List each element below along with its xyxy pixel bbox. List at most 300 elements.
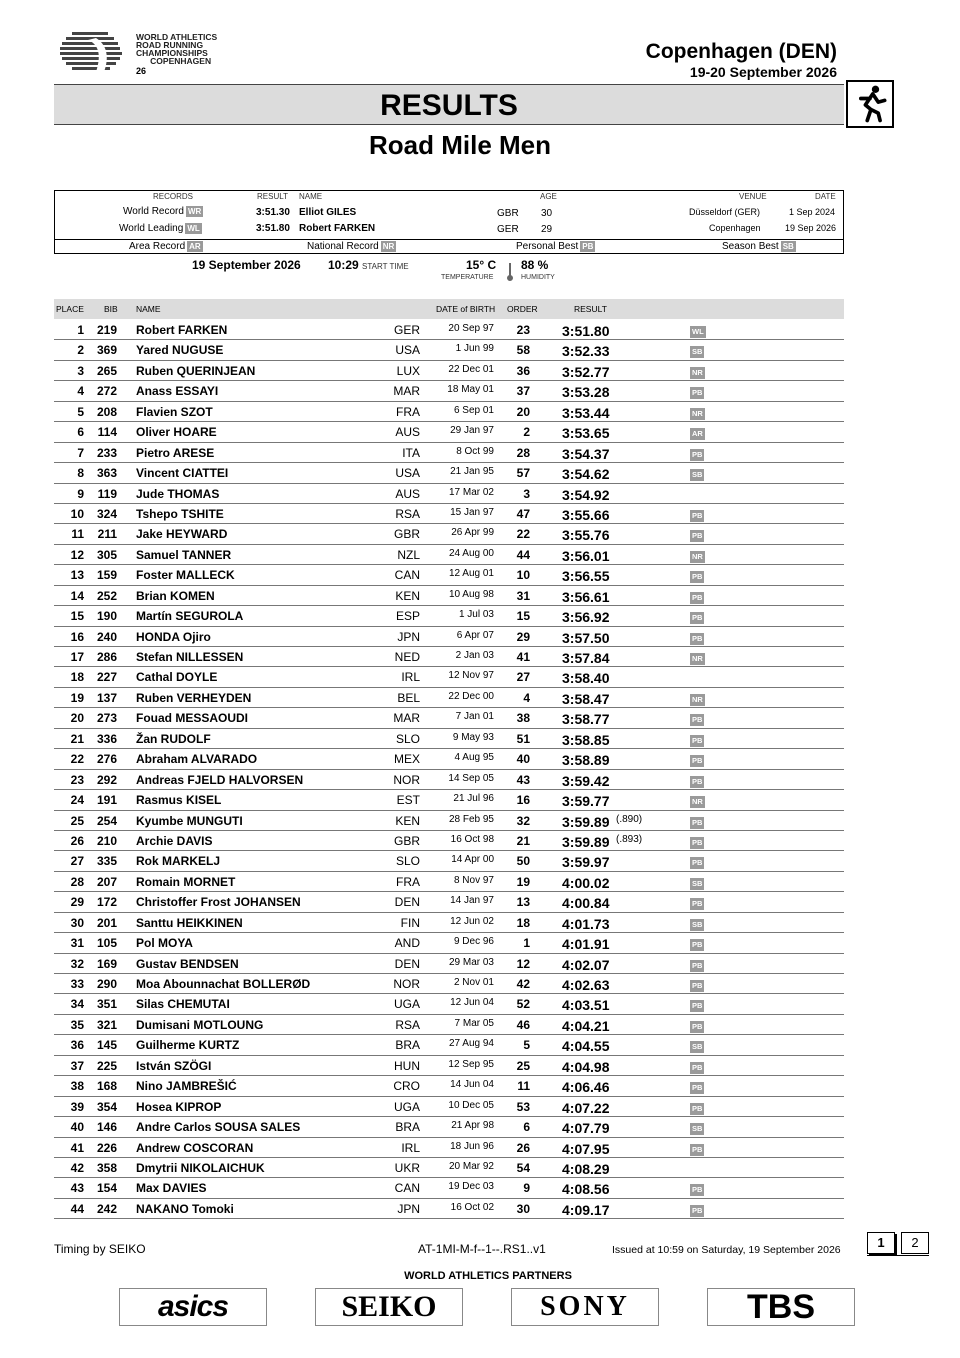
result-bib: 211 (97, 527, 117, 542)
result-result: 3:56.01 (562, 547, 610, 564)
table-row: 11 211 Jake HEYWARD GBR 26 Apr 99 22 3:55.76 PB (54, 524, 844, 544)
wr-badge: WR (187, 207, 202, 216)
result-place: 19 (70, 690, 84, 705)
result-dob: 9 May 93 (452, 731, 494, 743)
table-row: 3 265 Ruben QUERINJEAN LUX 22 Dec 01 36 3:52.77 NR (54, 361, 844, 381)
result-order: 51 (516, 731, 530, 746)
result-bib: 169 (96, 956, 117, 971)
result-place: 8 (77, 466, 84, 481)
result-dob: 12 Jun 04 (450, 997, 494, 1009)
venue-header: VENUE (739, 192, 767, 201)
result-name: Hosea KIPROP (136, 1099, 222, 1114)
result-result: 3:54.62 (562, 466, 610, 483)
result-nat: IRL (401, 1140, 420, 1155)
table-row: 8 363 Vincent CIATTEI USA 21 Jan 95 57 3:54.62 SB (54, 463, 844, 483)
result-order: 16 (516, 793, 530, 808)
result-name: Abraham ALVARADO (136, 752, 258, 767)
result-result: 3:52.77 (562, 363, 610, 380)
table-row: 32 169 Gustav BENDSEN DEN 29 Mar 03 12 4:02.07 PB (54, 954, 844, 974)
result-result: 3:59.77 (562, 793, 610, 810)
table-row: 2 369 Yared NUGUSE USA 1 Jun 99 58 3:52.33 SB (54, 340, 844, 360)
result-bib: 145 (96, 1038, 117, 1053)
result-nat: JPN (397, 629, 420, 644)
table-row (54, 1158, 844, 1178)
result-order: 4 (523, 690, 530, 705)
result-result: 3:52.33 (562, 343, 610, 360)
age-header: AGE (540, 192, 557, 201)
result-name: Robert FARKEN (136, 323, 228, 337)
result-name: Dmytrii NIKOLAICHUK (136, 1160, 265, 1175)
result-result: 3:53.65 (562, 425, 610, 442)
table-row: 26 210 Archie DAVIS GBR 16 Oct 98 21 3:59.89 (.893) PB (54, 831, 844, 851)
result-order: 54 (516, 1160, 530, 1175)
result-nat: UKR (394, 1160, 420, 1175)
result-result: 4:06.46 (562, 1079, 610, 1096)
document-code: AT-1MI-M-f--1--.RS1..v1 (418, 1242, 546, 1256)
result-name: Žan RUDOLF (136, 731, 211, 746)
page-title: RESULTS (380, 89, 518, 122)
result-name: Dumisani MOTLOUNG (136, 1017, 264, 1032)
result-nat: AUS (395, 486, 420, 501)
table-row: 7 233 Pietro ARESE ITA 8 Oct 99 28 3:54.37 PB (54, 443, 844, 463)
result-place: 7 (77, 445, 84, 460)
result-bib: 324 (96, 506, 117, 521)
result-place: 15 (70, 609, 84, 624)
result-place: 3 (77, 363, 84, 378)
result-place: 31 (70, 936, 84, 951)
results-banner (54, 84, 844, 125)
result-dob: 21 Apr 98 (451, 1120, 494, 1132)
world-record-nat: GBR (497, 208, 519, 219)
result-result: 3:55.76 (562, 527, 610, 544)
records-legend (55, 239, 843, 254)
table-row: 41 226 Andrew COSCORAN IRL 18 Jun 96 26 4:07.95 PB (54, 1138, 844, 1158)
result-result: 4:00.84 (562, 895, 610, 912)
result-name: Kyumbe MUNGUTI (136, 813, 243, 828)
result-nat: HUN (394, 1058, 420, 1073)
result-dob: 7 Mar 05 (454, 1017, 494, 1029)
world-leading-date: 19 Sep 2026 (785, 223, 837, 233)
result-dob: 24 Aug 00 (448, 547, 494, 559)
result-place: 22 (70, 752, 84, 767)
result-name: Samuel TANNER (136, 547, 232, 562)
result-nat: USA (395, 466, 420, 481)
world-leading-label: World Leading WL (119, 223, 200, 235)
results-column-header (54, 299, 844, 319)
table-row: 10 324 Tshepo TSHITE RSA 15 Jan 97 47 3:55.66 PB (54, 504, 844, 524)
result-dob: 12 Aug 01 (448, 568, 494, 580)
result-result: 3:56.92 (562, 609, 610, 626)
result-name: Andreas FJELD HALVORSEN (136, 772, 304, 787)
table-row: 15 190 Martín SEGUROLA ESP 1 Jul 03 15 3:56.92 PB (54, 606, 844, 626)
asics-logo: asics (119, 1288, 267, 1326)
result-dob: 28 Feb 95 (448, 813, 494, 825)
tbs-logo: TBS (707, 1288, 855, 1326)
partners-title: WORLD ATHLETICS PARTNERS (404, 1270, 572, 1282)
result-name: Silas CHEMUTAI (136, 997, 230, 1012)
result-bib: 207 (96, 874, 117, 889)
result-dob: 21 Jul 96 (453, 793, 494, 805)
table-row (54, 667, 844, 687)
table-row: 5 208 Flavien SZOT FRA 6 Sep 01 20 3:53.44 NR (54, 402, 844, 422)
result-place: 18 (70, 670, 84, 685)
result-place: 12 (70, 547, 84, 562)
result-bib: 208 (96, 404, 117, 419)
result-nat: NOR (393, 977, 420, 991)
result-bib: 369 (96, 343, 117, 358)
result-nat: UGA (393, 997, 420, 1012)
result-dob: 2 Jan 03 (455, 650, 494, 661)
place-header: PLACE (56, 304, 84, 314)
result-nat: RSA (395, 1017, 420, 1032)
result-name: Foster MALLECK (136, 568, 235, 583)
result-dob: 8 Oct 99 (456, 445, 494, 457)
order-header: ORDER (507, 304, 538, 314)
table-row: 39 354 Hosea KIPROP UGA 10 Dec 05 53 4:07.22 PB (54, 1097, 844, 1117)
result-place: 6 (77, 425, 84, 440)
result-name: Flavien SZOT (136, 404, 213, 419)
result-header: RESULT (257, 192, 288, 201)
result-bib: 137 (96, 690, 117, 705)
result-nat: FRA (396, 404, 420, 419)
result-place: 16 (70, 629, 84, 644)
humidity-value: 88 % (521, 258, 549, 272)
table-row: 23 292 Andreas FJELD HALVORSEN NOR 14 Sep 05 43 3:59.42 PB (54, 770, 844, 790)
result-bib: 276 (96, 752, 117, 767)
dob-header: DATE of BIRTH (436, 304, 496, 314)
result-bib: 119 (97, 486, 117, 501)
result-bib: 114 (97, 425, 117, 440)
result-bib: 286 (96, 650, 117, 664)
result-nat: USA (395, 343, 420, 358)
result-name: NAKANO Tomoki (136, 1201, 234, 1216)
result-name: Jake HEYWARD (136, 527, 228, 542)
world-record-age: 30 (541, 208, 553, 219)
result-bib: 226 (96, 1140, 117, 1155)
result-result: 3:54.92 (562, 486, 610, 503)
result-place: 43 (70, 1181, 84, 1196)
table-row: 28 207 Romain MORNET FRA 8 Nov 97 19 4:00.02 SB (54, 872, 844, 892)
timing-credit: Timing by SEIKO (54, 1242, 146, 1256)
result-place: 10 (70, 506, 84, 521)
result-dob: 2 Nov 01 (453, 977, 494, 988)
result-place: 26 (70, 833, 84, 848)
table-row: 37 225 István SZÖGI HUN 12 Sep 95 25 4:04.98 PB (54, 1056, 844, 1076)
result-nat: IRL (401, 670, 420, 685)
result-bib: 225 (96, 1058, 117, 1073)
result-nat: BEL (397, 690, 420, 705)
table-row: 6 114 Oliver HOARE AUS 29 Jan 97 2 3:53.65 AR (54, 422, 844, 442)
result-place: 39 (70, 1099, 84, 1114)
result-order: 22 (516, 527, 530, 542)
result-order: 15 (516, 609, 530, 624)
result-dob: 6 Apr 07 (456, 629, 494, 641)
result-order: 23 (516, 323, 530, 337)
result-name: Oliver HOARE (136, 425, 217, 440)
world-record-result: 3:51.30 (256, 207, 290, 218)
result-name: Stefan NILLESSEN (136, 650, 244, 664)
result-order: 18 (516, 915, 530, 930)
result-dob: 20 Mar 92 (448, 1160, 494, 1172)
result-order: 27 (516, 670, 530, 685)
result-name: Cathal DOYLE (136, 670, 218, 685)
result-order: 30 (516, 1201, 530, 1216)
result-order: 43 (516, 772, 530, 787)
result-order: 31 (516, 588, 530, 603)
result-name: Ruben QUERINJEAN (136, 363, 256, 378)
result-dob: 1 Jun 99 (455, 343, 494, 355)
temperature-value: 15° C (466, 258, 497, 272)
result-dob: 14 Jun 04 (450, 1079, 494, 1091)
result-bib: 354 (96, 1099, 117, 1114)
result-name: Romain MORNET (136, 874, 236, 889)
result-name: Jude THOMAS (136, 486, 220, 501)
table-row (54, 484, 844, 504)
result-nat: GER (393, 323, 420, 337)
result-order: 20 (516, 404, 530, 419)
result-nat: ESP (395, 609, 420, 624)
result-name: Archie DAVIS (136, 833, 213, 848)
date-header: DATE (815, 192, 836, 201)
result-place: 17 (70, 650, 84, 664)
result-order: 21 (516, 833, 530, 848)
result-place: 5 (77, 404, 84, 419)
result-order: 1 (523, 936, 530, 951)
result-result: 3:51.80 (562, 323, 610, 339)
records-header: RECORDS (153, 192, 194, 201)
result-result: 3:55.66 (562, 506, 610, 523)
result-bib: 191 (96, 793, 117, 808)
records-table (54, 190, 844, 254)
page-1-indicator[interactable]: 1 (867, 1232, 895, 1254)
result-name: Andre Carlos SOUSA SALES (136, 1120, 301, 1135)
result-place: 36 (70, 1038, 84, 1053)
result-order: 36 (516, 363, 530, 378)
result-bib: 105 (96, 936, 117, 951)
result-bib: 168 (96, 1079, 117, 1094)
result-dob: 14 Jan 97 (450, 895, 494, 907)
result-place: 1 (77, 323, 84, 337)
result-dob: 8 Nov 97 (453, 874, 494, 886)
result-place: 38 (70, 1079, 84, 1094)
result-nat: NOR (393, 772, 420, 787)
world-record-label: World Record WR (123, 206, 202, 218)
table-row: 1 219 Robert FARKEN GER 20 Sep 97 23 3:51.80 WL (54, 320, 844, 340)
result-bib: 336 (96, 731, 117, 746)
result-place: 42 (70, 1160, 84, 1175)
result-nat: EST (396, 793, 420, 808)
result-result: 4:07.95 (562, 1140, 610, 1157)
result-dob: 14 Sep 05 (448, 772, 494, 784)
result-place: 40 (70, 1120, 84, 1135)
result-nat: FIN (400, 915, 420, 930)
table-row: 36 145 Guilherme KURTZ BRA 27 Aug 94 5 4:04.55 SB (54, 1035, 844, 1055)
result-dob: 19 Dec 03 (448, 1181, 494, 1193)
result-dob: 10 Aug 98 (448, 588, 494, 600)
result-result: 3:58.40 (562, 670, 610, 687)
result-name: István SZÖGI (136, 1058, 212, 1073)
result-dob: 27 Aug 94 (448, 1038, 494, 1050)
table-row: 17 286 Stefan NILLESSEN NED 2 Jan 03 41 3:57.84 NR (54, 647, 844, 667)
result-result: 3:57.84 (562, 650, 610, 666)
table-row: 33 290 Moa Abounnachat BOLLERØD NOR 2 Nov 01 42 4:02.63 PB (54, 974, 844, 994)
result-place: 32 (70, 956, 84, 971)
result-nat: NED (394, 650, 420, 664)
result-order: 41 (516, 650, 530, 664)
result-dob: 29 Mar 03 (448, 956, 494, 968)
result-result: 4:04.21 (562, 1017, 610, 1034)
result-nat: NZL (397, 547, 420, 562)
result-tie: (.893) (616, 833, 643, 845)
result-nat: AUS (395, 425, 420, 440)
result-nat: SLO (395, 854, 420, 869)
result-bib: 210 (96, 833, 117, 848)
table-row: 20 273 Fouad MESSAOUDI MAR 7 Jan 01 38 3:58.77 PB (54, 708, 844, 728)
result-result: 4:02.63 (562, 977, 610, 993)
result-dob: 18 Jun 96 (450, 1140, 494, 1152)
result-order: 2 (523, 425, 530, 440)
result-dob: 20 Sep 97 (448, 323, 494, 334)
result-dob: 22 Dec 01 (448, 363, 494, 375)
result-order: 37 (516, 384, 530, 399)
result-bib: 335 (96, 854, 117, 869)
result-dob: 16 Oct 02 (450, 1201, 494, 1213)
start-time: 10:29 START TIME (328, 258, 409, 272)
result-bib: 290 (96, 977, 117, 991)
table-row: 35 321 Dumisani MOTLOUNG RSA 7 Mar 05 46 4:04.21 PB (54, 1015, 844, 1035)
event-city: Copenhagen (DEN) (645, 40, 837, 63)
result-order: 11 (517, 1079, 530, 1094)
result-result: 3:58.77 (562, 711, 610, 728)
world-record-date: 1 Sep 2024 (789, 207, 836, 217)
result-bib: 254 (96, 813, 117, 828)
result-bib: 146 (96, 1120, 117, 1135)
result-result: 3:56.61 (562, 588, 610, 605)
result-place: 34 (70, 997, 84, 1012)
result-dob: 29 Jan 97 (450, 425, 494, 437)
result-nat: DEN (394, 956, 420, 971)
result-name: Martín SEGUROLA (136, 609, 244, 624)
result-place: 27 (70, 854, 84, 869)
world-athletics-logo (58, 30, 130, 76)
result-place: 29 (70, 895, 84, 910)
result-bib: 190 (96, 609, 117, 624)
result-dob: 10 Dec 05 (448, 1099, 494, 1111)
result-name: Gustav BENDSEN (136, 956, 239, 971)
result-nat: DEN (394, 895, 420, 910)
result-name: Moa Abounnachat BOLLERØD (136, 977, 311, 991)
issued-at: Issued at 10:59 on Saturday, 19 September 2026 (612, 1244, 841, 1256)
result-dob: 12 Nov 97 (448, 670, 494, 682)
table-row: 40 146 Andre Carlos SOUSA SALES BRA 21 Apr 98 6 4:07.79 SB (54, 1117, 844, 1137)
result-nat: CRO (393, 1079, 420, 1094)
result-bib: 321 (96, 1017, 117, 1032)
result-nat: BRA (395, 1120, 420, 1135)
result-order: 12 (516, 956, 530, 971)
result-result: 3:53.44 (562, 404, 610, 421)
result-nat: JPN (397, 1201, 420, 1216)
result-order: 6 (523, 1120, 530, 1135)
name-column-header: NAME (136, 304, 161, 314)
result-bib: 233 (96, 445, 117, 460)
result-order: 29 (516, 629, 530, 644)
result-place: 28 (70, 874, 84, 889)
event-dates: 19-20 September 2026 (689, 64, 837, 80)
result-order: 5 (523, 1038, 530, 1053)
result-result: 4:08.56 (562, 1181, 610, 1198)
result-place: 41 (70, 1140, 84, 1155)
result-result: 4:04.98 (562, 1058, 610, 1075)
race-date: 19 September 2026 (192, 258, 301, 272)
result-name: Tshepo TSHITE (136, 506, 224, 521)
result-nat: LUX (396, 363, 420, 378)
result-order: 19 (516, 874, 530, 889)
seiko-logo: SEIKO (315, 1288, 463, 1326)
result-place: 25 (70, 813, 84, 828)
result-bib: 242 (96, 1201, 117, 1216)
result-result: 4:03.51 (562, 997, 610, 1014)
table-row: 21 336 Žan RUDOLF SLO 9 May 93 51 3:58.85 PB (54, 729, 844, 749)
result-order: 46 (516, 1017, 530, 1032)
result-result: 4:09.17 (562, 1201, 610, 1218)
result-place: 4 (77, 384, 84, 399)
result-dob: 1 Jul 03 (458, 609, 494, 621)
result-result: 4:01.73 (562, 915, 610, 932)
result-dob: 7 Jan 01 (455, 711, 494, 723)
result-tie: (.890) (616, 813, 643, 825)
result-dob: 21 Jan 95 (450, 466, 494, 478)
result-dob: 4 Aug 95 (454, 752, 494, 764)
result-order: 32 (516, 813, 530, 828)
result-name: Pietro ARESE (136, 445, 215, 460)
result-dob: 22 Dec 00 (448, 690, 494, 702)
result-dob: 9 Dec 96 (453, 936, 494, 948)
table-row: 24 191 Rasmus KISEL EST 21 Jul 96 16 3:59.77 NR (54, 790, 844, 810)
result-nat: GBR (393, 527, 420, 542)
result-bib: 273 (96, 711, 117, 726)
world-record-name: Elliot GILES (299, 207, 357, 218)
table-row: 34 351 Silas CHEMUTAI UGA 12 Jun 04 52 4:03.51 PB (54, 994, 844, 1014)
result-nat: GBR (393, 833, 420, 848)
logo-text: WORLD ATHLETICS ROAD RUNNING CHAMPIONSHIPS COPENHAGEN (136, 32, 218, 66)
result-dob: 12 Jun 02 (450, 915, 494, 927)
result-nat: MEX (393, 752, 420, 767)
result-name: HONDA Ojiro (136, 629, 211, 644)
table-row: 13 159 Foster MALLECK CAN 12 Aug 01 10 3:56.55 PB (54, 565, 844, 585)
result-result: 3:59.97 (562, 854, 610, 871)
table-row: 12 305 Samuel TANNER NZL 24 Aug 00 44 3:56.01 NR (54, 545, 844, 565)
table-row: 27 335 Rok MARKELJ SLO 14 Apr 00 50 3:59.97 PB (54, 851, 844, 871)
page-2-link[interactable]: 2 (901, 1232, 929, 1254)
sony-logo: SONY (511, 1288, 659, 1326)
result-result: 3:54.37 (562, 445, 610, 462)
legend-area-record: Area Record AR (129, 241, 201, 253)
result-bib: 219 (96, 323, 117, 337)
result-bib: 201 (96, 915, 117, 930)
result-order: 13 (516, 895, 530, 910)
result-dob: 12 Sep 95 (448, 1058, 494, 1070)
result-name: Brian KOMEN (136, 588, 215, 603)
result-nat: ITA (402, 445, 420, 460)
results-table (54, 320, 844, 1219)
result-order: 42 (516, 977, 530, 991)
result-name: Andrew COSCORAN (136, 1140, 254, 1155)
result-order: 58 (516, 343, 530, 358)
bib-header: BIB (104, 304, 118, 314)
world-leading-nat: GER (497, 224, 519, 235)
result-result: 4:07.22 (562, 1099, 610, 1116)
result-result: 3:59.89 (562, 833, 610, 850)
